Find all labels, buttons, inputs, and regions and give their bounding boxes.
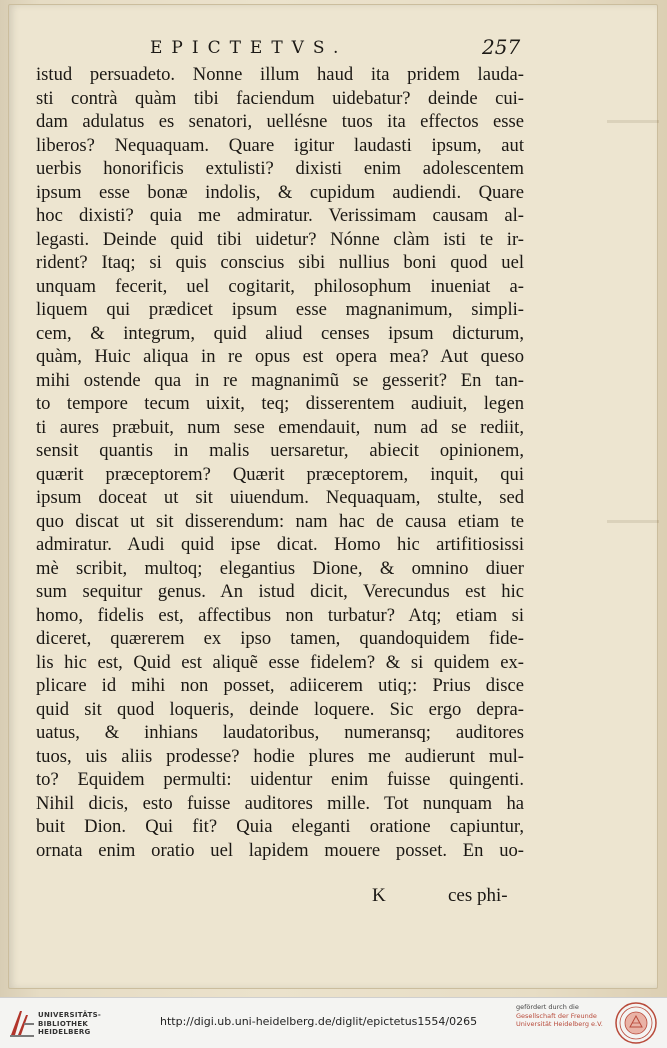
text-line: ipsum doceat ut sit uiuendum. Nequaquam, stulte, sed (36, 487, 524, 508)
text-line: buit Dion. Qui fit? Quia eleganti oratione capiuntur, (36, 816, 524, 837)
body-text (36, 63, 524, 862)
text-line: ti aures præbuit, num sese emendauit, num ad se rediit, (36, 416, 524, 438)
text-line: sti contrà quàm tibi faciendum uidebatur? deinde cui- (36, 87, 524, 109)
library-name (38, 1011, 101, 1037)
society-seal-icon[interactable] (614, 1001, 658, 1045)
permalink-url[interactable]: http://digi.ub.uni-heidelberg.de/diglit/epictetus1554/0265 (160, 1015, 478, 1028)
text-line: rident? Itaq; si quis conscius sibi nullius boni quod uel (36, 252, 524, 273)
page-edge-shadow (607, 120, 659, 123)
text-line: uatus, & inhians laudatoribus, numeransq; auditores (36, 722, 524, 743)
funding-line: Gesellschaft der Freunde (516, 1011, 597, 1020)
funding-credit (516, 1003, 603, 1029)
text-line: dam adulatus es senatori, uellésne tuos ita effectos esse (36, 111, 524, 132)
running-head: EPICTETVS. (150, 38, 348, 58)
page-foot (0, 885, 667, 911)
text-line: sensit quantis in malis uersaretur, abiecit opinionem, (36, 440, 524, 461)
text-line: plicare id mihi non posset, adiicerem utiq;: Prius disce (36, 675, 524, 696)
viewer-footer (0, 997, 667, 1048)
text-line: to tempore tecum uixit, teq; disserentem audiuit, legen (36, 393, 524, 414)
signature-mark: K (372, 885, 386, 906)
text-line: liberos? Nequaquam. Quare igitur laudasti ipsum, aut (36, 134, 524, 156)
text-line: liquem qui prædicet ipsum esse magnanimum, simpli- (36, 299, 524, 320)
text-line: ornata enim oratio uel lapidem mouere posset. En uo- (36, 839, 524, 861)
text-line: ipsum esse bonæ indolis, & cupidum audiendi. Quare (36, 181, 524, 203)
text-line: legasti. Deinde quid tibi uidetur? Nónne clàm isti te ir- (36, 228, 524, 250)
text-line: quàm, Huic aliqua in re opus est opera mea? Aut queso (36, 346, 524, 367)
library-name-line: UNIVERSITÄTS- (38, 1011, 102, 1019)
text-line: cem, & integrum, quid aliud censes ipsum dicturum, (36, 322, 524, 344)
text-line: unquam fecerit, uel cogitarit, philosophum inueniat a- (36, 275, 524, 297)
text-line: Nihil dicis, esto fuisse auditores mille. Tot nunquam ha (36, 792, 524, 814)
text-line: quid sit quod loqueris, deinde loquere. Sic ergo depra- (36, 698, 524, 720)
text-line: mihi ostende qua in re magnanimũ se gesserit? En tan- (36, 369, 524, 391)
text-line: quærit præceptorem? Quærit præceptorem, inquit, qui (36, 463, 524, 485)
university-library-logo-icon[interactable] (8, 1007, 36, 1039)
page-header (0, 35, 667, 66)
text-line: diceret, quærerem ex ipso tamen, quandoquidem fide- (36, 628, 524, 649)
text-line: uerbis honorificis extulisti? dixisti enim adolescentem (36, 158, 524, 179)
text-line: homo, fidelis est, affectibus non turbatur? Atq; etiam si (36, 604, 524, 626)
text-line: sum sequitur genus. An istud dicit, Verecundus est hic (36, 581, 524, 602)
funding-line: gefördert durch die (516, 1003, 579, 1011)
page-edge-shadow (607, 520, 659, 523)
funding-line: Universität Heidelberg e.V. (516, 1020, 603, 1028)
text-line: lis hic est, Quid est aliquẽ esse fidelem? & si quidem ex- (36, 651, 524, 673)
page-number: 257 (482, 35, 521, 59)
text-line: admiratur. Audi quid ipse dicat. Homo hic artifitiosissi (36, 534, 524, 555)
text-line: to? Equidem permulti: uidentur enim fuisse quingenti. (36, 769, 524, 790)
library-name-line: HEIDELBERG (38, 1028, 91, 1036)
text-line: tuos, uis aliis prodesse? hodie plures me audierunt mul- (36, 745, 524, 767)
text-line: hoc dixisti? quia me admiratur. Verissimam causam al- (36, 205, 524, 226)
text-line: quo discat ut sit disserendum: nam hac de causa etiam te (36, 510, 524, 532)
text-line: mè scribit, multoq; elegantius Dione, & omnino diuer (36, 557, 524, 579)
text-line: istud persuadeto. Nonne illum haud ita pridem lauda- (36, 64, 524, 85)
catchword: ces phi- (448, 885, 508, 906)
library-name-line: BIBLIOTHEK (38, 1019, 89, 1028)
